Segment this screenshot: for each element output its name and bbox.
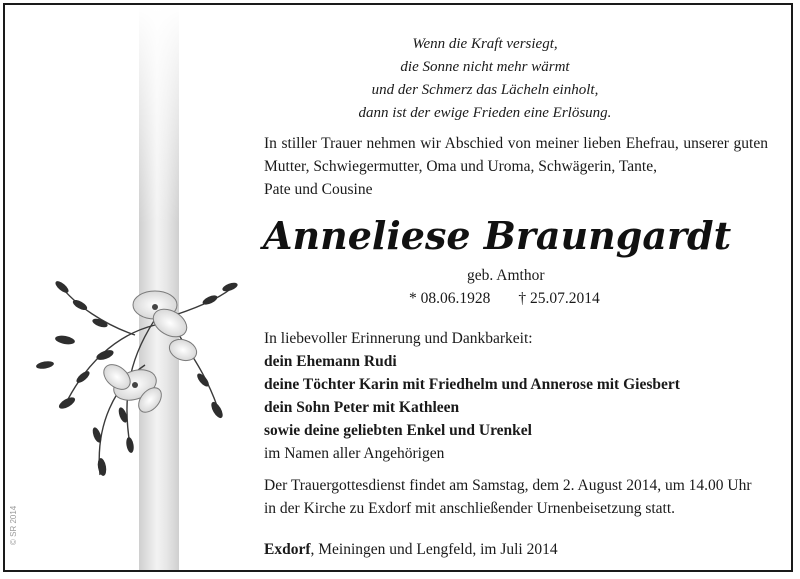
death-date: † 25.07.2014 <box>518 290 600 307</box>
place-town: Exdorf <box>264 541 311 558</box>
poem-line: und der Schmerz das Lächeln einholt, <box>371 82 599 98</box>
family-line: sowie deine geliebten Enkel und Urenkel <box>264 422 532 439</box>
place-date-line <box>264 541 558 559</box>
intro-text-last-line: Pate und Cousine <box>264 181 373 198</box>
floral-arrangement-image <box>5 5 265 505</box>
copyright-notice: © SR 2014 <box>9 505 18 545</box>
family-line: deine Töchter Karin mit Friedhelm und Annerose mit Giesbert <box>264 376 680 393</box>
deceased-name: Anneliese Braungardt <box>263 213 732 258</box>
family-list <box>264 327 680 465</box>
obituary-frame <box>3 3 793 572</box>
birth-date: * 08.06.1928 <box>409 290 491 307</box>
poem <box>325 33 645 125</box>
family-intro: In liebevoller Erinnerung und Dankbarkeit: <box>264 330 533 347</box>
poem-line: Wenn die Kraft versiegt, <box>412 36 558 52</box>
service-line: Der Trauergottesdienst findet am Samstag, dem 2. August 2014, um 14.00 Uhr <box>264 477 752 494</box>
family-line: dein Ehemann Rudi <box>264 353 397 370</box>
service-line: in der Kirche zu Exdorf mit anschließender Urnenbeisetzung statt. <box>264 500 676 517</box>
intro-text: In stiller Trauer nehmen wir Abschied von meiner lieben Ehefrau, unserer guten Mutter, Schwiegermutter, Oma und Uroma, Schwägerin, Tante, <box>264 135 768 175</box>
poem-line: die Sonne nicht mehr wärmt <box>400 59 570 75</box>
life-dates <box>409 290 600 308</box>
place-rest: , Meiningen und Lengfeld, im Juli 2014 <box>310 541 558 558</box>
poem-line: dann ist der ewige Frieden eine Erlösung. <box>358 105 612 121</box>
family-closing: im Namen aller Angehörigen <box>264 445 445 462</box>
family-line: dein Sohn Peter mit Kathleen <box>264 399 460 416</box>
service-info <box>264 474 752 520</box>
maiden-name: geb. Amthor <box>467 267 545 284</box>
